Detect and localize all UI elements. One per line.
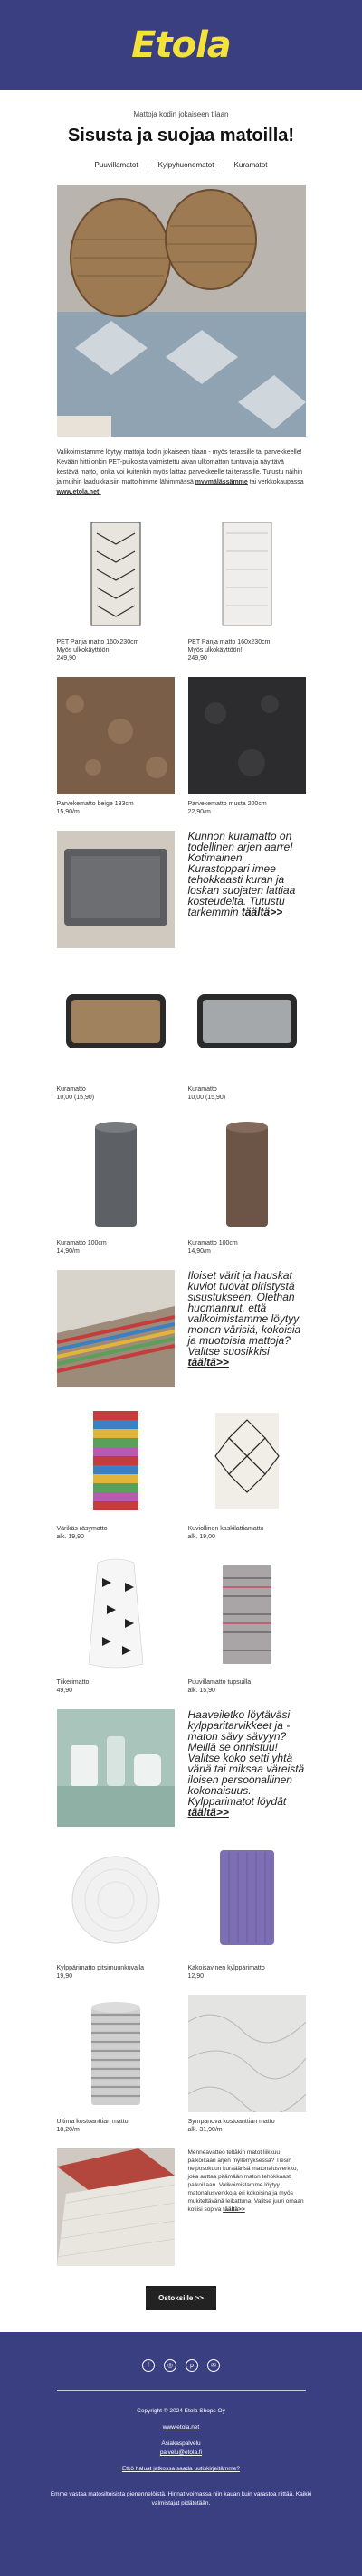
product-name: PET Panja matto 160x230cm xyxy=(187,639,271,645)
category-nav xyxy=(0,161,362,169)
facebook-icon[interactable]: f xyxy=(142,2359,155,2372)
product-price: 10,00 (15,90) xyxy=(187,1095,226,1101)
promo-text: Kunnon kuramatto on todellinen arjen aarre! Kotimainen Kurastoppari imee tehokkaasti kuran ja loskan suojaten lattiaa kosteudelta. Tutustu tarkemmin xyxy=(187,830,296,918)
social-links xyxy=(0,2359,362,2372)
product-card[interactable] xyxy=(188,1841,306,1980)
product-name: Sympanova kostoanttian matto xyxy=(187,2119,275,2125)
copyright: Copyright © 2024 Etola Shops Oy xyxy=(137,2408,225,2414)
product-image[interactable] xyxy=(57,1402,175,1519)
product-row xyxy=(57,1995,306,2134)
nav-separator: | xyxy=(223,161,225,169)
product-image[interactable] xyxy=(57,515,175,633)
product-image[interactable] xyxy=(57,1556,175,1673)
customer-service-label: Asiakaspalvelu xyxy=(161,2440,201,2447)
product-image[interactable] xyxy=(188,1995,306,2112)
promo-image[interactable] xyxy=(57,1270,175,1387)
product-row xyxy=(57,1556,306,1695)
promo-image[interactable] xyxy=(57,831,175,948)
unsubscribe-link[interactable]: Etkö haluat jatkossa saada uutiskirjeitämme? xyxy=(121,2466,241,2472)
promo-block xyxy=(57,1270,306,1387)
product-price: 10,00 (15,90) xyxy=(56,1095,95,1101)
product-card[interactable] xyxy=(188,963,306,1102)
product-row xyxy=(57,1116,306,1255)
product-name: Ultima kostoanttian matto xyxy=(56,2119,129,2125)
product-name: Kylppärimatto pitsimuunkuvalla xyxy=(56,1965,144,1971)
product-name: Puuvillamatto tupsuilla xyxy=(187,1679,252,1686)
story-link[interactable]: täältä>> xyxy=(223,2206,245,2213)
footer xyxy=(0,2332,362,2576)
product-name: Kuramatto xyxy=(56,1086,86,1093)
nav-separator: | xyxy=(147,161,149,169)
product-price: 249,90 xyxy=(56,655,76,662)
header xyxy=(0,0,362,90)
product-name: Kuramatto 100cm xyxy=(187,1240,238,1246)
product-price: alk. 19,00 xyxy=(187,1534,215,1540)
product-price: 12,90 xyxy=(187,1973,205,1979)
logo[interactable]: Etola xyxy=(131,24,231,66)
nav-item-kylpyhuonematot[interactable]: Kylpyhuonematot xyxy=(157,161,214,169)
product-image[interactable] xyxy=(57,677,175,794)
product-price: alk. 15,90 xyxy=(187,1688,215,1694)
product-image[interactable] xyxy=(188,1116,306,1234)
product-name: PET Panja matto 160x230cm xyxy=(56,639,139,645)
product-row xyxy=(57,677,306,816)
story-text: Menneavatteo teltäkin matot liikkuu paikoiltaan arjen myllerryksessä? Tiesin helposokuun kuraäärisä matonalusverkko, joka auttaa pitämään maton tehokkaasti paikoillaan. Valikoimistamme löytyy matonalusverkkoja eri kokoisina ja myös mukiteltävänä leikattuna. Valitse juuri omaan kotiisi sopiva xyxy=(187,2149,304,2213)
hero-image[interactable] xyxy=(57,185,306,437)
pretitle: Mattoja kodin jokaiseen tilaan xyxy=(133,110,229,118)
product-price: 18,20/m xyxy=(56,2127,80,2133)
promo-block xyxy=(57,1709,306,1827)
product-price: alk. 19,90 xyxy=(56,1534,84,1540)
product-image[interactable] xyxy=(57,1116,175,1234)
product-price: 22,90/m xyxy=(187,809,211,815)
promo-text: Iloiset värit ja hauskat kuviot tuovat piristystä sisustukseen. Olethan huomannut, että valikoimistamme löytyy monen värisiä, kokoisia ja muotoisia mattoja? Valitse suosikkisi xyxy=(187,1269,301,1358)
customer-service-email[interactable]: palvelu@etola.fi xyxy=(159,2449,203,2456)
product-price: 49,90 xyxy=(56,1688,73,1694)
product-name: Parvekematto beige 133cm xyxy=(56,801,134,807)
instagram-icon[interactable]: ◎ xyxy=(164,2359,176,2372)
product-price: 15,90/m xyxy=(56,809,80,815)
product-image[interactable] xyxy=(57,963,175,1080)
product-card[interactable] xyxy=(57,677,175,816)
promo-link[interactable]: täältä>> xyxy=(187,1806,229,1819)
product-image[interactable] xyxy=(188,963,306,1080)
product-name: Värikäs räsymatto xyxy=(56,1526,108,1532)
product-card[interactable] xyxy=(57,1116,175,1255)
footer-divider xyxy=(57,2390,306,2391)
product-price: 19,90 xyxy=(56,1973,73,1979)
product-image[interactable] xyxy=(188,1841,306,1959)
product-card[interactable] xyxy=(188,1995,306,2134)
product-name: Kuviollinen kaskilattiamatto xyxy=(187,1526,264,1532)
promo-block xyxy=(57,831,306,948)
product-name: Tiikerimatto xyxy=(56,1679,90,1686)
product-price: alk. 31,90/m xyxy=(187,2127,223,2133)
product-image[interactable] xyxy=(57,1841,175,1959)
product-image[interactable] xyxy=(188,677,306,794)
product-card[interactable] xyxy=(188,1556,306,1695)
product-row xyxy=(57,963,306,1102)
site-link[interactable]: www.etola.net xyxy=(162,2424,200,2430)
nav-item-puuvillamatot[interactable]: Puuvillamatot xyxy=(94,161,138,169)
product-price: 249,90 xyxy=(187,655,207,662)
promo-text: Haaveiletko löytäväsi kylpparitarvikkeet ja -maton sävy sävyyn? Meillä se onnistuu! Valitse koko setti yhtä väriä tai miksaa väreistä iloisen persoonallinen kokonaisuus. Kylpparimatot löydät xyxy=(187,1708,305,1808)
product-price: 14,90/m xyxy=(56,1248,80,1255)
product-card[interactable] xyxy=(57,515,175,663)
product-card[interactable] xyxy=(188,1402,306,1541)
product-card[interactable] xyxy=(57,1841,175,1980)
story-image[interactable] xyxy=(57,2148,175,2266)
product-row xyxy=(57,515,306,663)
pinterest-icon[interactable]: p xyxy=(186,2359,198,2372)
shop-button[interactable]: Ostoksille >> xyxy=(146,2286,216,2310)
promo-image[interactable] xyxy=(57,1709,175,1827)
product-name: Parvekematto musta 200cm xyxy=(187,801,267,807)
product-image[interactable] xyxy=(188,1556,306,1673)
product-card[interactable] xyxy=(57,1402,175,1541)
promo-link[interactable]: täältä>> xyxy=(187,1356,229,1368)
product-card[interactable] xyxy=(57,963,175,1102)
product-row xyxy=(57,1402,306,1541)
promo-link[interactable]: täältä>> xyxy=(241,906,283,918)
product-name: Kakoisavinen kylppärimatto xyxy=(187,1965,265,1971)
store-link[interactable]: myymälässämme xyxy=(195,479,248,485)
nav-item-kuramatot[interactable]: Kuramatot xyxy=(233,161,268,169)
product-card[interactable] xyxy=(188,515,306,663)
product-image[interactable] xyxy=(188,515,306,633)
product-row xyxy=(57,1841,306,1980)
product-price: 14,90/m xyxy=(187,1248,211,1255)
web-link[interactable]: www.etola.net! xyxy=(56,489,101,495)
product-card[interactable] xyxy=(57,1556,175,1695)
product-subtitle: Myös ulkokäyttöön! xyxy=(56,647,111,653)
product-card[interactable] xyxy=(188,1116,306,1255)
product-subtitle: Myös ulkokäyttöön! xyxy=(187,647,243,653)
intro-text: Valikoimistamme löytyy mattoja kodin jokaiseen tilaan - myös terassille tai parvekkeelle! Kevään hitti onkin PET-puikoista valmistettu aivan ulkomatton tuntuva ja näyttävä kestävä matto, jonka voi kuitenkin myös laittaa parvekkeelle tai terassille. Tutustu näihin ja muihin laadukkaisiin mattoihimme lähimmässä myymälässämme tai verkkokaupassa www.etola.net! xyxy=(56,449,304,495)
story-block xyxy=(57,2148,306,2266)
mail-icon[interactable]: ✉ xyxy=(207,2359,220,2372)
footer-note: Emme vastaa matosiltoisista pienennelöistä. Hinnat voimassa niin kauan kuin varastoa riittää. Kaikki valmistajat pidätetään. xyxy=(50,2491,312,2506)
product-name: Kuramatto xyxy=(187,1086,217,1093)
product-card[interactable] xyxy=(188,677,306,816)
product-image[interactable] xyxy=(57,1995,175,2112)
product-card[interactable] xyxy=(57,1995,175,2134)
product-image[interactable] xyxy=(188,1402,306,1519)
product-name: Kuramatto 100cm xyxy=(56,1240,107,1246)
page-title: Sisusta ja suojaa matoilla! xyxy=(67,126,295,146)
